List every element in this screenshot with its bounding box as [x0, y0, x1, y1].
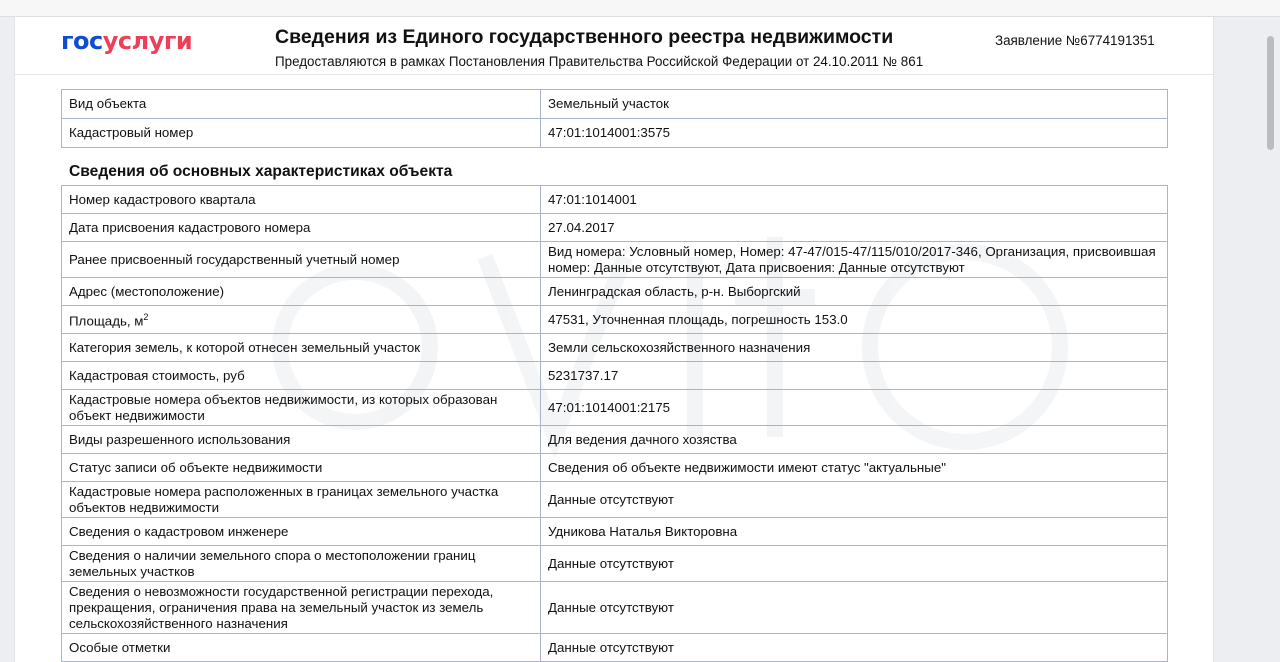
row-label: Номер кадастрового квартала: [62, 186, 541, 214]
browser-top-bar: [0, 0, 1280, 17]
row-value: 27.04.2017: [541, 214, 1168, 242]
table-row: [62, 390, 1168, 426]
row-value: Данные отсутствуют: [541, 482, 1168, 518]
row-label: Статус записи об объекте недвижимости: [62, 454, 541, 482]
row-value: Земли сельскохозяйственного назначения: [541, 334, 1168, 362]
table-row: [62, 214, 1168, 242]
row-value: Вид номера: Условный номер, Номер: 47-47/015-47/115/010/2017-346, Организация, присвоившая номер: Данные отсутствуют, Дата присвоения: Данные отсутствуют: [541, 242, 1168, 278]
row-value: Данные отсутствуют: [541, 582, 1168, 634]
gosuslugi-logo[interactable]: [61, 27, 192, 55]
header-divider: [15, 74, 1213, 75]
row-value: 47:01:1014001:2175: [541, 390, 1168, 426]
table-row: [62, 362, 1168, 390]
object-info-table: [61, 89, 1168, 148]
row-value: Данные отсутствуют: [541, 634, 1168, 662]
cadastral-number-value: 47:01:1014001:3575: [541, 119, 1168, 148]
table-row: [62, 582, 1168, 634]
row-value: Данные отсутствуют: [541, 546, 1168, 582]
row-label: Адрес (местоположение): [62, 278, 541, 306]
row-label: Кадастровые номера объектов недвижимости, из которых образован объект недвижимости: [62, 390, 541, 426]
row-value: 5231737.17: [541, 362, 1168, 390]
table-row: [62, 90, 1168, 119]
row-label: Кадастровые номера расположенных в границах земельного участка объектов недвижимости: [62, 482, 541, 518]
row-label: Кадастровая стоимость, руб: [62, 362, 541, 390]
table-row: [62, 278, 1168, 306]
logo-part-uslugi: услуги: [102, 27, 193, 55]
row-value: Для ведения дачного хозяства: [541, 426, 1168, 454]
table-row: [62, 634, 1168, 662]
row-label: Дата присвоения кадастрового номера: [62, 214, 541, 242]
object-type-label: Вид объекта: [62, 90, 541, 119]
cadastral-number-label: Кадастровый номер: [62, 119, 541, 148]
row-label: Сведения о кадастровом инженере: [62, 518, 541, 546]
table-row: [62, 482, 1168, 518]
table-row: [62, 334, 1168, 362]
document-subtitle: Предоставляются в рамках Постановления Правительства Российской Федерации от 24.10.2011 № 861: [275, 54, 924, 69]
table-row: [62, 546, 1168, 582]
document-title: Сведения из Единого государственного реестра недвижимости: [275, 26, 894, 48]
table-row: [62, 454, 1168, 482]
row-label: Виды разрешенного использования: [62, 426, 541, 454]
table-row: [62, 119, 1168, 148]
row-value: Ленинградская область, р-н. Выборгский: [541, 278, 1168, 306]
table-row: [62, 186, 1168, 214]
row-value: 47:01:1014001: [541, 186, 1168, 214]
object-type-value: Земельный участок: [541, 90, 1168, 119]
row-label: Особые отметки: [62, 634, 541, 662]
table-row: [62, 242, 1168, 278]
row-value: Удникова Наталья Викторовна: [541, 518, 1168, 546]
table-row: [62, 518, 1168, 546]
row-label: Сведения о наличии земельного спора о местоположении границ земельных участков: [62, 546, 541, 582]
row-label: Категория земель, к которой отнесен земельный участок: [62, 334, 541, 362]
document-page: [14, 17, 1214, 662]
page-scrollbar[interactable]: [1267, 36, 1274, 150]
row-label: Ранее присвоенный государственный учетный номер: [62, 242, 541, 278]
row-value: 47531, Уточненная площадь, погрешность 153.0: [541, 306, 1168, 334]
table-row: [62, 426, 1168, 454]
row-value: Сведения об объекте недвижимости имеют статус "актуальные": [541, 454, 1168, 482]
characteristics-table: [61, 185, 1168, 662]
row-label: Сведения о невозможности государственной регистрации перехода, прекращения, ограничения права на земельный участок из земель сельскохозяйственного назначения: [62, 582, 541, 634]
characteristics-section-title: Сведения об основных характеристиках объекта: [69, 163, 453, 180]
area-label-text: Площадь, м: [69, 313, 144, 329]
application-number: Заявление №6774191351: [995, 33, 1155, 48]
table-row: [62, 306, 1168, 334]
row-label: [62, 306, 541, 334]
area-unit-superscript: 2: [143, 312, 149, 323]
logo-part-gos: гос: [61, 27, 103, 55]
